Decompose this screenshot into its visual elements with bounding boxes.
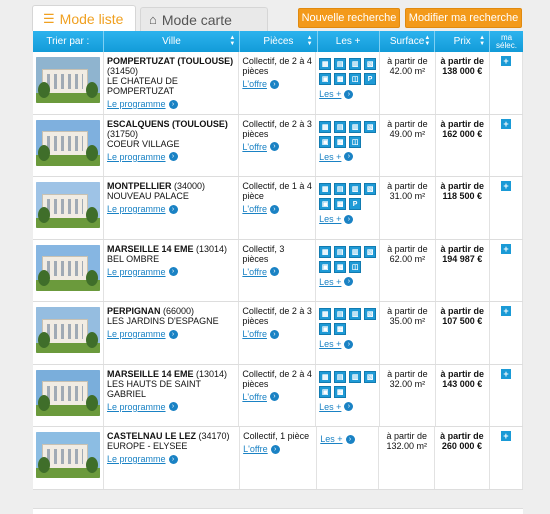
amenity-icons xyxy=(319,58,376,85)
program-thumb-cell xyxy=(33,302,104,364)
surface-value: 35.00 m² xyxy=(389,316,426,326)
add-to-selection-button[interactable]: + xyxy=(501,244,511,254)
table-row xyxy=(33,115,523,178)
selection-cell xyxy=(490,365,523,427)
column-les-plus xyxy=(318,31,380,52)
pieces-text: Collectif, 1 pièce xyxy=(243,431,310,441)
program-thumbnail[interactable] xyxy=(36,120,100,166)
amenity-icon: ▩ xyxy=(334,386,346,398)
offre-link[interactable] xyxy=(242,142,279,152)
surface-value: 31.00 m² xyxy=(389,191,426,201)
pieces-cell xyxy=(239,177,316,239)
program-postal-code: (34000) xyxy=(174,181,206,191)
program-link[interactable] xyxy=(107,454,178,464)
amenity-icon: ▧ xyxy=(364,246,376,258)
les-plus-cell xyxy=(316,365,380,427)
price-prefix: à partir de xyxy=(440,306,484,316)
program-city-name: PERPIGNAN xyxy=(107,306,161,316)
surface-prefix: à partir de xyxy=(387,181,428,191)
program-postal-code: (13014) xyxy=(196,368,228,379)
amenity-icon: ▦ xyxy=(319,183,331,195)
price-cell xyxy=(436,115,490,177)
surface-value: 132.00 m² xyxy=(386,441,428,451)
les-plus-link[interactable] xyxy=(320,434,354,444)
amenity-icon: ▩ xyxy=(334,323,346,335)
pieces-text: Collectif, de 2 à 3 pièces xyxy=(242,306,312,326)
table-row xyxy=(33,365,523,428)
amenity-icon: ▤ xyxy=(334,58,346,70)
sort-by-label: Trier par : xyxy=(33,31,104,52)
program-postal-code: (31750) xyxy=(107,128,139,139)
program-thumbnail[interactable] xyxy=(36,370,100,416)
program-postal-code: (66000) xyxy=(163,306,195,316)
list-icon: ☰ xyxy=(43,10,55,26)
les-plus-link-label: Les + xyxy=(319,89,342,99)
program-info-cell xyxy=(104,302,239,364)
program-name: NOUVEAU PALACE xyxy=(107,191,189,201)
program-city xyxy=(107,181,235,191)
column-ville[interactable] xyxy=(104,31,241,52)
les-plus-link[interactable] xyxy=(319,214,353,224)
les-plus-link[interactable] xyxy=(319,152,353,162)
program-thumbnail[interactable] xyxy=(36,307,100,353)
pieces-text: Collectif, de 2 à 3 pièces xyxy=(242,118,312,139)
arrow-right-icon: › xyxy=(169,205,178,214)
amenity-icon: ▧ xyxy=(364,183,376,195)
les-plus-cell xyxy=(316,52,380,114)
pieces-text: Collectif, de 2 à 4 pièces xyxy=(242,56,312,76)
price-value: 118 500 € xyxy=(442,191,482,201)
surface-cell xyxy=(380,177,435,239)
table-row xyxy=(33,240,523,303)
program-city-name: MONTPELLIER xyxy=(107,181,172,191)
selection-cell xyxy=(490,302,523,364)
price-value: 138 000 € xyxy=(442,66,483,76)
pieces-text: Collectif, de 2 à 4 pièces xyxy=(242,368,312,389)
program-city-name: MARSEILLE 14 EME xyxy=(107,243,194,254)
nouvelle-recherche-button[interactable]: Nouvelle recherche xyxy=(298,8,400,28)
les-plus-cell xyxy=(316,240,380,302)
price-prefix: à partir de xyxy=(440,368,484,379)
program-name: LES JARDINS D'ESPAGNE xyxy=(107,316,219,326)
program-info-cell xyxy=(104,115,239,177)
pieces-cell xyxy=(239,365,316,427)
arrow-right-icon: › xyxy=(169,152,178,161)
price-cell xyxy=(435,427,490,489)
column-ville-label: Ville xyxy=(162,36,181,47)
sort-arrows-icon[interactable]: ▲ ▼ xyxy=(424,35,431,47)
amenity-icon: ▤ xyxy=(334,371,346,383)
surface-prefix: à partir de xyxy=(387,368,428,379)
sort-arrows-icon[interactable]: ▲ ▼ xyxy=(306,35,313,47)
les-plus-cell xyxy=(317,427,379,489)
arrow-right-icon: › xyxy=(344,215,353,224)
program-info-cell xyxy=(104,240,239,302)
add-to-selection-button[interactable]: + xyxy=(501,431,511,441)
table-row xyxy=(33,177,523,240)
program-postal-code: (34170) xyxy=(198,431,230,441)
offre-link-label: L'offre xyxy=(242,79,267,89)
amenity-icon: ▧ xyxy=(364,308,376,320)
amenity-icon: ▦ xyxy=(319,58,331,70)
arrow-right-icon: › xyxy=(169,100,178,109)
selection-cell xyxy=(490,115,523,177)
price-cell xyxy=(436,240,490,302)
program-link-label: Le programme xyxy=(107,266,166,277)
table-bottom-edge xyxy=(33,508,523,514)
arrow-right-icon: › xyxy=(346,435,355,444)
pieces-cell xyxy=(239,115,316,177)
amenity-icon: ▩ xyxy=(334,198,346,210)
amenity-icon: ▤ xyxy=(334,246,346,258)
pieces-cell xyxy=(240,427,317,489)
program-name: BEL OMBRE xyxy=(107,253,160,264)
pieces-cell xyxy=(239,52,316,114)
amenity-icon: ▥ xyxy=(349,308,361,320)
program-link-label: Le programme xyxy=(107,329,166,339)
surface-value: 62.00 m² xyxy=(389,253,426,264)
price-prefix: à partir de xyxy=(440,431,484,441)
program-thumbnail[interactable] xyxy=(36,432,100,478)
amenity-icons xyxy=(319,183,376,210)
program-city xyxy=(107,306,235,316)
program-thumb-cell xyxy=(33,365,104,427)
amenity-icon: ◫ xyxy=(349,261,361,273)
les-plus-link-label: Les + xyxy=(319,151,342,162)
tab-mode-liste-label: Mode liste xyxy=(59,10,124,27)
selection-cell xyxy=(490,427,523,489)
amenity-icon: ▤ xyxy=(334,308,346,320)
column-prix-label: Prix xyxy=(453,36,471,47)
amenity-icon: ▦ xyxy=(319,121,331,133)
les-plus-link-label: Les + xyxy=(319,401,342,412)
surface-prefix: à partir de xyxy=(387,243,428,254)
les-plus-cell xyxy=(316,302,380,364)
column-surface-label: Surface xyxy=(389,36,425,47)
price-prefix: à partir de xyxy=(440,118,484,129)
program-thumb-cell xyxy=(33,115,104,177)
amenity-icons xyxy=(319,308,376,335)
price-cell xyxy=(436,302,490,364)
column-surface[interactable] xyxy=(380,31,436,52)
add-to-selection-button[interactable]: + xyxy=(501,369,511,379)
offre-link[interactable] xyxy=(243,444,280,454)
amenity-icon: P xyxy=(364,73,376,85)
program-city-name: CASTELNAU LE LEZ xyxy=(107,431,196,441)
program-thumb-cell xyxy=(33,177,104,239)
tab-mode-carte[interactable] xyxy=(140,7,268,31)
arrow-right-icon: › xyxy=(270,392,279,401)
price-value: 107 500 € xyxy=(442,316,483,326)
arrow-right-icon: › xyxy=(270,142,279,151)
program-postal-code: (13014) xyxy=(196,243,228,254)
program-city xyxy=(107,119,235,139)
offre-link[interactable] xyxy=(242,79,279,89)
program-link[interactable] xyxy=(107,152,178,162)
amenity-icon: ▣ xyxy=(319,323,331,335)
amenity-icon: ▩ xyxy=(334,261,346,273)
arrow-right-icon: › xyxy=(169,267,178,276)
add-to-selection-button[interactable]: + xyxy=(501,56,511,66)
offre-link-label: L'offre xyxy=(243,444,268,454)
offre-link-label: L'offre xyxy=(242,329,267,339)
program-link-label: Le programme xyxy=(107,151,166,162)
les-plus-link[interactable] xyxy=(319,89,353,99)
amenity-icon: ◫ xyxy=(349,136,361,148)
tab-mode-carte-label: Mode carte xyxy=(161,11,232,28)
amenity-icon: ▣ xyxy=(319,136,331,148)
amenity-icon: ▧ xyxy=(364,58,376,70)
offre-link-label: L'offre xyxy=(242,204,267,214)
price-prefix: à partir de xyxy=(440,181,484,191)
price-value: 143 000 € xyxy=(442,378,483,389)
price-prefix: à partir de xyxy=(440,56,484,66)
column-selec-label: sélec. xyxy=(496,40,517,50)
amenity-icon: ▥ xyxy=(349,371,361,383)
les-plus-link-label: Les + xyxy=(320,434,343,444)
amenity-icons xyxy=(319,121,376,148)
amenity-icon: ▣ xyxy=(319,261,331,273)
arrow-right-icon: › xyxy=(169,402,178,411)
amenity-icon: ▩ xyxy=(334,73,346,85)
arrow-right-icon: › xyxy=(270,205,279,214)
selection-cell xyxy=(490,52,523,114)
program-link[interactable] xyxy=(107,402,178,412)
table-row xyxy=(33,427,523,490)
amenity-icon: ▦ xyxy=(319,308,331,320)
column-ma-selection-label xyxy=(496,34,517,50)
pieces-cell xyxy=(239,302,316,364)
price-cell xyxy=(436,177,490,239)
surface-value: 49.00 m² xyxy=(389,128,426,139)
amenity-icon: ◫ xyxy=(349,73,361,85)
amenity-icon: ▣ xyxy=(319,198,331,210)
program-link-label: Le programme xyxy=(107,204,166,214)
les-plus-cell xyxy=(316,177,380,239)
program-name: LE CHATEAU DE POMPERTUZAT xyxy=(107,76,178,96)
amenity-icon: ▦ xyxy=(319,371,331,383)
program-city-name: MARSEILLE 14 EME xyxy=(107,368,194,379)
sort-arrows-icon[interactable]: ▲ ▼ xyxy=(479,35,486,47)
amenity-icons xyxy=(319,371,376,398)
surface-cell xyxy=(380,240,435,302)
program-link[interactable] xyxy=(107,267,178,277)
surface-cell xyxy=(380,302,435,364)
arrow-right-icon: › xyxy=(271,445,280,454)
amenity-icon: ▤ xyxy=(334,121,346,133)
selection-cell xyxy=(490,240,523,302)
add-to-selection-button[interactable]: + xyxy=(501,181,511,191)
arrow-right-icon: › xyxy=(344,277,353,286)
amenity-icon: ▣ xyxy=(319,386,331,398)
amenity-icon: ▣ xyxy=(319,73,331,85)
pieces-text: Collectif, de 1 à 4 pièce xyxy=(242,181,312,201)
column-ma-label: ma xyxy=(500,32,513,42)
arrow-right-icon: › xyxy=(344,90,353,99)
amenity-icon: ▩ xyxy=(334,136,346,148)
program-name: EUROPE - ELYSEE xyxy=(107,441,188,451)
program-thumb-cell xyxy=(33,52,104,114)
price-cell xyxy=(436,52,490,114)
surface-cell xyxy=(380,115,435,177)
column-les-plus-label: Les + xyxy=(335,36,361,47)
amenity-icon: ▥ xyxy=(349,183,361,195)
program-thumb-cell xyxy=(33,427,104,489)
table-row xyxy=(33,52,523,115)
offre-link[interactable] xyxy=(242,329,279,339)
offre-link-label: L'offre xyxy=(242,391,267,402)
add-to-selection-button[interactable]: + xyxy=(501,119,511,129)
table-row xyxy=(33,302,523,365)
amenity-icon: ▥ xyxy=(349,246,361,258)
surface-prefix: à partir de xyxy=(387,306,428,316)
program-thumb-cell xyxy=(33,240,104,302)
les-plus-link[interactable] xyxy=(319,402,353,412)
program-name: LES HAUTS DE SAINT GABRIEL xyxy=(107,378,201,399)
amenity-icons xyxy=(319,246,376,273)
surface-cell xyxy=(380,365,435,427)
program-city xyxy=(107,369,235,379)
sort-arrows-icon[interactable]: ▲ ▼ xyxy=(229,35,236,47)
price-cell xyxy=(436,365,490,427)
arrow-right-icon: › xyxy=(169,455,178,464)
arrow-right-icon: › xyxy=(270,80,279,89)
arrow-right-icon: › xyxy=(344,402,353,411)
arrow-right-icon: › xyxy=(344,340,353,349)
price-value: 162 000 € xyxy=(442,128,483,139)
house-icon: ⌂ xyxy=(149,12,157,27)
price-prefix: à partir de xyxy=(440,243,484,254)
modifier-recherche-button[interactable]: Modifier ma recherche xyxy=(405,8,522,28)
program-thumbnail[interactable] xyxy=(36,182,100,228)
surface-value: 42.00 m² xyxy=(389,66,426,76)
surface-cell xyxy=(380,52,435,114)
arrow-right-icon: › xyxy=(344,152,353,161)
les-plus-cell xyxy=(316,115,380,177)
arrow-right-icon: › xyxy=(270,267,279,276)
program-link-label: Le programme xyxy=(107,454,166,464)
table-header xyxy=(33,31,523,52)
surface-prefix: à partir de xyxy=(386,431,428,441)
program-info-cell xyxy=(104,365,239,427)
amenity-icon: ▤ xyxy=(334,183,346,195)
program-city xyxy=(107,244,235,254)
les-plus-link-label: Les + xyxy=(319,339,342,349)
amenity-icon: P xyxy=(349,198,361,210)
les-plus-link[interactable] xyxy=(319,339,353,349)
offre-link[interactable] xyxy=(242,267,279,277)
offre-link-label: L'offre xyxy=(242,141,267,152)
surface-prefix: à partir de xyxy=(387,118,428,129)
program-name: COEUR VILLAGE xyxy=(107,138,180,149)
program-city xyxy=(107,431,236,441)
les-plus-link[interactable] xyxy=(319,277,353,287)
program-link[interactable] xyxy=(107,329,178,339)
program-link-label: Le programme xyxy=(107,401,166,412)
surface-cell xyxy=(379,427,435,489)
tab-mode-liste[interactable] xyxy=(32,5,136,31)
selection-cell xyxy=(490,177,523,239)
program-thumbnail[interactable] xyxy=(36,245,100,291)
table-body xyxy=(33,52,523,490)
add-to-selection-button[interactable]: + xyxy=(501,306,511,316)
program-thumbnail[interactable] xyxy=(36,57,100,103)
column-ma-selection xyxy=(490,31,523,52)
program-postal-code: (31450) xyxy=(107,66,139,76)
amenity-icon: ▧ xyxy=(364,371,376,383)
column-pieces[interactable] xyxy=(240,31,317,52)
program-link[interactable] xyxy=(107,99,178,109)
surface-prefix: à partir de xyxy=(387,56,428,66)
amenity-icon: ▦ xyxy=(319,246,331,258)
les-plus-link-label: Les + xyxy=(319,214,342,224)
offre-link[interactable] xyxy=(242,392,279,402)
column-pieces-label: Pièces xyxy=(263,36,294,47)
amenity-icon: ▥ xyxy=(349,58,361,70)
amenity-icon: ▥ xyxy=(349,121,361,133)
program-city-name: POMPERTUZAT (TOULOUSE) xyxy=(107,56,234,66)
offre-link-label: L'offre xyxy=(242,266,267,277)
program-link[interactable] xyxy=(107,204,178,214)
price-value: 260 000 € xyxy=(441,441,482,451)
program-link-label: Le programme xyxy=(107,99,166,109)
surface-value: 32.00 m² xyxy=(389,378,426,389)
price-value: 194 987 € xyxy=(442,253,483,264)
program-info-cell xyxy=(104,52,239,114)
arrow-right-icon: › xyxy=(270,330,279,339)
amenity-icon: ▧ xyxy=(364,121,376,133)
offre-link[interactable] xyxy=(242,204,279,214)
results-table xyxy=(33,31,523,490)
les-plus-link-label: Les + xyxy=(319,276,342,287)
program-info-cell xyxy=(104,177,239,239)
program-city xyxy=(107,56,235,76)
pieces-text: Collectif, 3 pièces xyxy=(242,243,285,264)
column-prix[interactable] xyxy=(435,31,490,52)
arrow-right-icon: › xyxy=(169,330,178,339)
program-city-name: ESCALQUENS (TOULOUSE) xyxy=(107,118,228,129)
program-info-cell xyxy=(104,427,240,489)
pieces-cell xyxy=(239,240,316,302)
